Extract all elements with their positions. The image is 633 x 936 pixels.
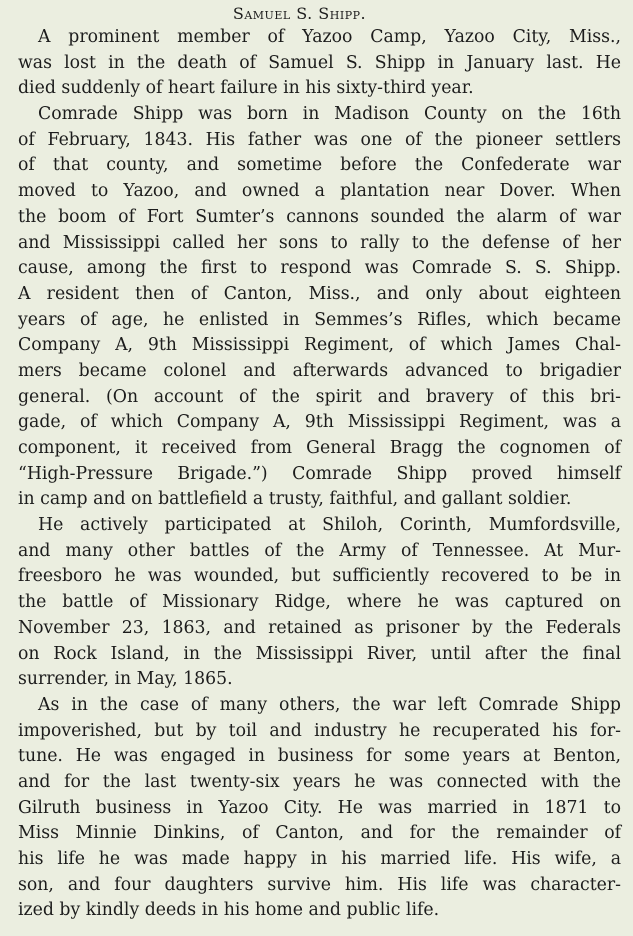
text-line: and many other battles of the Army of Tennessee. At Mur- [18, 540, 621, 561]
text-line: impoverished, but by toil and industry he recuperated his for- [18, 720, 621, 741]
text-line: died suddenly of heart failure in his sixty-third year. [18, 78, 474, 99]
text-line: Comrade Shipp was born in Madison County on the 16th [38, 104, 621, 125]
text-line: He actively participated at Shiloh, Corinth, Mumfordsville, [38, 515, 621, 536]
text-line: mers became colonel and afterwards advanced to brigadier [18, 360, 621, 381]
text-line: the battle of Missionary Ridge, where he was captured on [18, 592, 621, 613]
text-line: A prominent member of Yazoo Camp, Yazoo City, Miss., [38, 27, 621, 47]
text-line: ized by kindly deeds in his home and public life. [18, 900, 440, 921]
text-line: tune. He was engaged in business for some years at Benton, [18, 746, 621, 767]
paragraph-2 [18, 102, 621, 513]
text-line: of February, 1843. His father was one of the pioneer settlers [18, 129, 621, 150]
text-line: freesboro he was wounded, but sufficiently recovered to be in [18, 566, 621, 587]
text-line: A resident then of Canton, Miss., and only about eighteen [18, 283, 621, 304]
text-line: and for the last twenty-six years he was connected with the [18, 771, 621, 792]
text-line: moved to Yazoo, and owned a plantation near Dover. When [18, 181, 621, 202]
text-line: component, it received from General Bragg the cognomen of [18, 438, 621, 458]
paragraph-1 [18, 25, 621, 102]
text-line: and Mississippi called her sons to rally to the defense of her [18, 232, 621, 253]
text-line: was lost in the death of Samuel S. Shipp in January last. He [18, 52, 621, 73]
text-line: years of age, he enlisted in Semmes’s Rifles, which became [18, 309, 621, 330]
text-line: gade, of which Company A, 9th Mississippi Regiment, was a [18, 412, 621, 433]
text-line: in camp and on battlefield a trusty, faithful, and gallant soldier. [18, 489, 572, 510]
text-line: “High-Pressure Brigade.”) Comrade Shipp proved himself [18, 463, 621, 484]
article-body [18, 25, 621, 924]
text-line: cause, among the first to respond was Comrade S. S. Shipp. [18, 258, 621, 279]
paragraph-3 [18, 513, 621, 693]
text-line: his life he was made happy in his married life. His wife, a [18, 849, 621, 869]
text-line: general. (On account of the spirit and bravery of this bri- [18, 386, 621, 407]
text-line: on Rock Island, in the Mississippi River, until after the final [18, 643, 621, 664]
text-line: As in the case of many others, the war left Comrade Shipp [38, 694, 621, 715]
article-heading: Samuel S. Shipp. [232, 4, 367, 23]
text-line: son, and four daughters survive him. His life was character- [18, 874, 621, 895]
text-line: surrender, in May, 1865. [18, 669, 233, 690]
text-line: Gilruth business in Yazoo City. He was married in 1871 to [18, 797, 621, 818]
text-line: Company A, 9th Mississippi Regiment, of which James Chal- [18, 335, 621, 356]
paragraph-4 [18, 693, 621, 924]
text-line: Miss Minnie Dinkins, of Canton, and for the remainder of [18, 823, 621, 844]
text-line: November 23, 1863, and retained as prisoner by the Federals [18, 617, 621, 638]
text-line: of that county, and sometime before the Confederate war [18, 155, 621, 176]
text-line: the boom of Fort Sumter’s cannons sounded the alarm of war [18, 206, 621, 227]
